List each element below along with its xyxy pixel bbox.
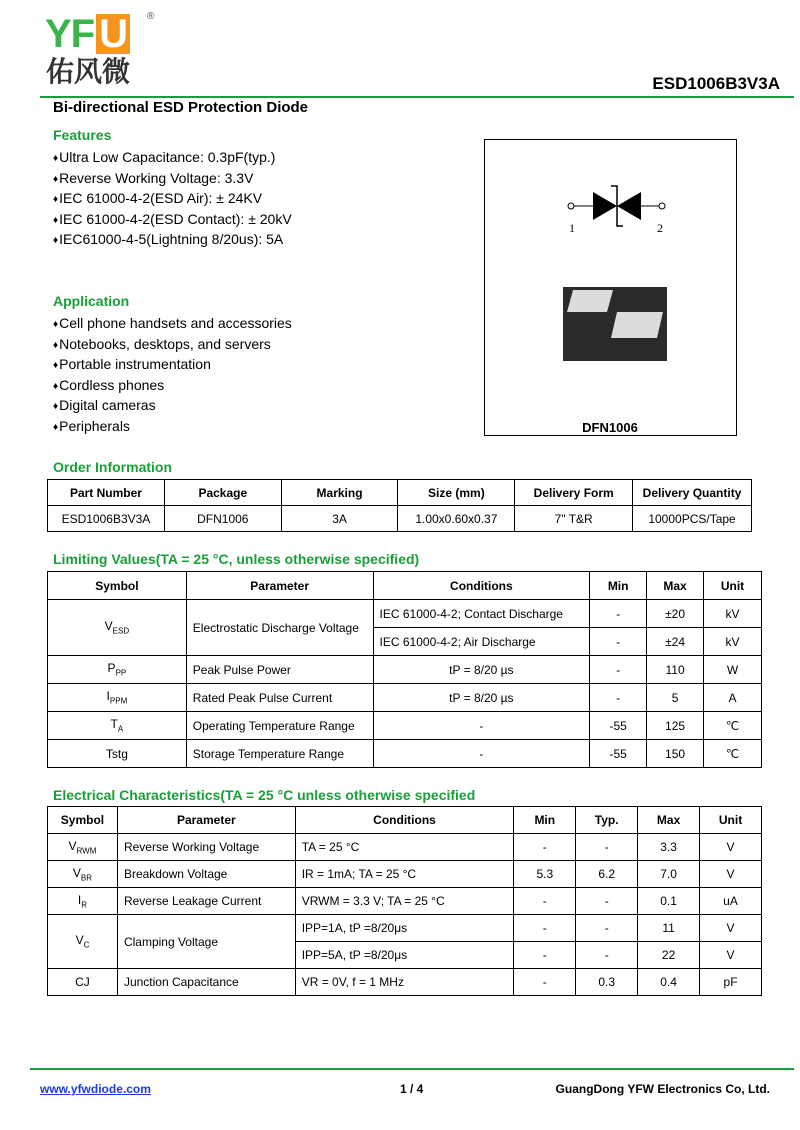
typ-cell: 0.3 [576,969,638,996]
list-item: ♦ Portable instrumentation [53,355,292,376]
column-header: Unit [704,572,762,600]
footer-website-link[interactable]: www.yfwdiode.com [40,1082,151,1096]
unit-cell: pF [700,969,762,996]
symbol-cell: $V_{BR}$ [48,861,118,888]
table-row [48,684,762,712]
parameter-cell: Rated Peak Pulse Current [186,684,373,712]
application-list [53,314,292,437]
condition-cell: TA = 25 °C [295,834,514,861]
min-cell: - [514,969,576,996]
parameter-cell: Electrostatic Discharge Voltage [186,600,373,656]
column-header: Unit [700,807,762,834]
condition-cell: - [373,712,590,740]
column-header: Delivery Form [515,480,633,506]
max-cell: 7.0 [638,861,700,888]
table-row [48,740,762,768]
features-list [53,148,292,251]
condition-cell: IEC 61000-4-2; Contact Discharge [373,600,590,628]
unit-cell: A [704,684,762,712]
max-cell: 110 [647,656,704,684]
list-item: ♦ Cell phone handsets and accessories [53,314,292,335]
table-cell: 7" T&R [515,506,633,532]
list-item: ♦ Peripherals [53,417,292,438]
column-header: Conditions [373,572,590,600]
symbol-cell: $V_{RWM}$ [48,834,118,861]
max-cell: 0.4 [638,969,700,996]
typ-cell: - [576,834,638,861]
column-header: Max [638,807,700,834]
typ-cell: 6.2 [576,861,638,888]
typ-cell: - [576,888,638,915]
condition-cell: IEC 61000-4-2; Air Discharge [373,628,590,656]
unit-cell: kV [704,628,762,656]
max-cell: 0.1 [638,888,700,915]
max-cell: 3.3 [638,834,700,861]
table-row [48,888,762,915]
limiting-heading: Limiting Values(TA = 25 °C, unless otherwise specified) [53,551,420,567]
table-row [48,656,762,684]
min-cell: 5.3 [514,861,576,888]
list-item: ♦ IEC61000-4-5(Lightning 8/20us): 5A [53,230,292,251]
list-item: ♦ Cordless phones [53,376,292,397]
column-header: Conditions [295,807,514,834]
min-cell: - [590,600,647,628]
table-row [48,861,762,888]
footer-rule [30,1068,794,1070]
registered-mark: ® [147,11,155,22]
min-cell: - [590,656,647,684]
condition-cell: VR = 0V, f = 1 MHz [295,969,514,996]
condition-cell: tP = 8/20 µs [373,656,590,684]
unit-cell: V [700,915,762,942]
symbol-cell: $I_R$ [48,888,118,915]
part-number-title: ESD1006B3V3A [652,74,780,93]
min-cell: -55 [590,740,647,768]
page-number: 1 / 4 [400,1082,424,1096]
symbol-cell: $T_A$ [48,712,187,740]
table-row [48,915,762,942]
column-header: Typ. [576,807,638,834]
table-header-row [48,480,752,506]
parameter-cell: Reverse Working Voltage [117,834,295,861]
max-cell: 11 [638,915,700,942]
typ-cell: - [576,915,638,942]
condition-cell: IPP=5A, tP =8/20μs [295,942,514,969]
table-cell: 1.00x0.60x0.37 [398,506,515,532]
column-header: Parameter [186,572,373,600]
pin-1-label: 1 [569,221,575,235]
parameter-cell: Junction Capacitance [117,969,295,996]
column-header: Parameter [117,807,295,834]
symbol-cell: $I_{PPM}$ [48,684,187,712]
table-row [48,712,762,740]
min-cell: - [590,628,647,656]
table-cell: 10000PCS/Tape [633,506,752,532]
condition-cell: - [373,740,590,768]
electrical-characteristics-table [47,806,762,996]
column-header: Min [514,807,576,834]
parameter-cell: Breakdown Voltage [117,861,295,888]
symbol-cell: $V_C$ [48,915,118,969]
column-header: Symbol [48,807,118,834]
max-cell: 125 [647,712,704,740]
package-box [484,139,737,436]
document-subtitle: Bi-directional ESD Protection Diode [53,99,309,116]
condition-cell: VRWM = 3.3 V; TA = 25 °C [295,888,514,915]
logo-letter-u: U [96,14,130,54]
unit-cell: ℃ [704,740,762,768]
header-rule [40,96,794,98]
table-row [48,506,752,532]
footer-company: GuangDong YFW Electronics Co, Ltd. [555,1082,770,1096]
unit-cell: kV [704,600,762,628]
column-header: Max [647,572,704,600]
max-cell: 5 [647,684,704,712]
logo-letters: YF [45,12,95,56]
min-cell: - [514,915,576,942]
list-item: ♦ Digital cameras [53,396,292,417]
logo-chinese: 佑风微 [46,56,131,87]
table-row [48,834,762,861]
limiting-values-table [47,571,762,768]
pin-2-label: 2 [657,221,663,235]
typ-cell: - [576,942,638,969]
min-cell: - [514,834,576,861]
list-item: ♦ Reverse Working Voltage: 3.3V [53,169,292,190]
column-header: Delivery Quantity [633,480,752,506]
unit-cell: W [704,656,762,684]
list-item: ♦ Notebooks, desktops, and servers [53,335,292,356]
list-item: ♦ IEC 61000-4-2(ESD Air): ± 24KV [53,189,292,210]
parameter-cell: Operating Temperature Range [186,712,373,740]
list-item: ♦ Ultra Low Capacitance: 0.3pF(typ.) [53,148,292,169]
application-heading: Application [53,293,130,309]
parameter-cell: Storage Temperature Range [186,740,373,768]
condition-cell: IR = 1mA; TA = 25 °C [295,861,514,888]
max-cell: 150 [647,740,704,768]
column-header: Marking [281,480,398,506]
list-item: ♦ IEC 61000-4-2(ESD Contact): ± 20kV [53,210,292,231]
condition-cell: tP = 8/20 µs [373,684,590,712]
symbol-cell: CJ [48,969,118,996]
features-heading: Features [53,127,112,143]
max-cell: ±20 [647,600,704,628]
table-row [48,600,762,628]
symbol-cell: Tstg [48,740,187,768]
max-cell: ±24 [647,628,704,656]
max-cell: 22 [638,942,700,969]
table-cell: 3A [281,506,398,532]
unit-cell: V [700,861,762,888]
table-row [48,969,762,996]
order-table [47,479,752,532]
table-cell: ESD1006B3V3A [48,506,165,532]
unit-cell: V [700,942,762,969]
min-cell: - [514,888,576,915]
min-cell: - [590,684,647,712]
table-cell: DFN1006 [164,506,281,532]
tvs-diode-symbol [485,140,735,434]
column-header: Part Number [48,480,165,506]
unit-cell: V [700,834,762,861]
column-header: Package [164,480,281,506]
parameter-cell: Reverse Leakage Current [117,888,295,915]
min-cell: -55 [590,712,647,740]
unit-cell: uA [700,888,762,915]
column-header: Size (mm) [398,480,515,506]
condition-cell: IPP=1A, tP =8/20μs [295,915,514,942]
symbol-cell: $P_{PP}$ [48,656,187,684]
symbol-cell: $V_{ESD}$ [48,600,187,656]
logo [45,14,130,54]
electrical-heading: Electrical Characteristics(TA = 25 °C unless otherwise specified [53,787,476,803]
package-label: DFN1006 [582,420,638,435]
unit-cell: ℃ [704,712,762,740]
parameter-cell: Clamping Voltage [117,915,295,969]
min-cell: - [514,942,576,969]
order-heading: Order Information [53,459,173,475]
column-header: Symbol [48,572,187,600]
column-header: Min [590,572,647,600]
parameter-cell: Peak Pulse Power [186,656,373,684]
table-header-row [48,572,762,600]
table-header-row [48,807,762,834]
